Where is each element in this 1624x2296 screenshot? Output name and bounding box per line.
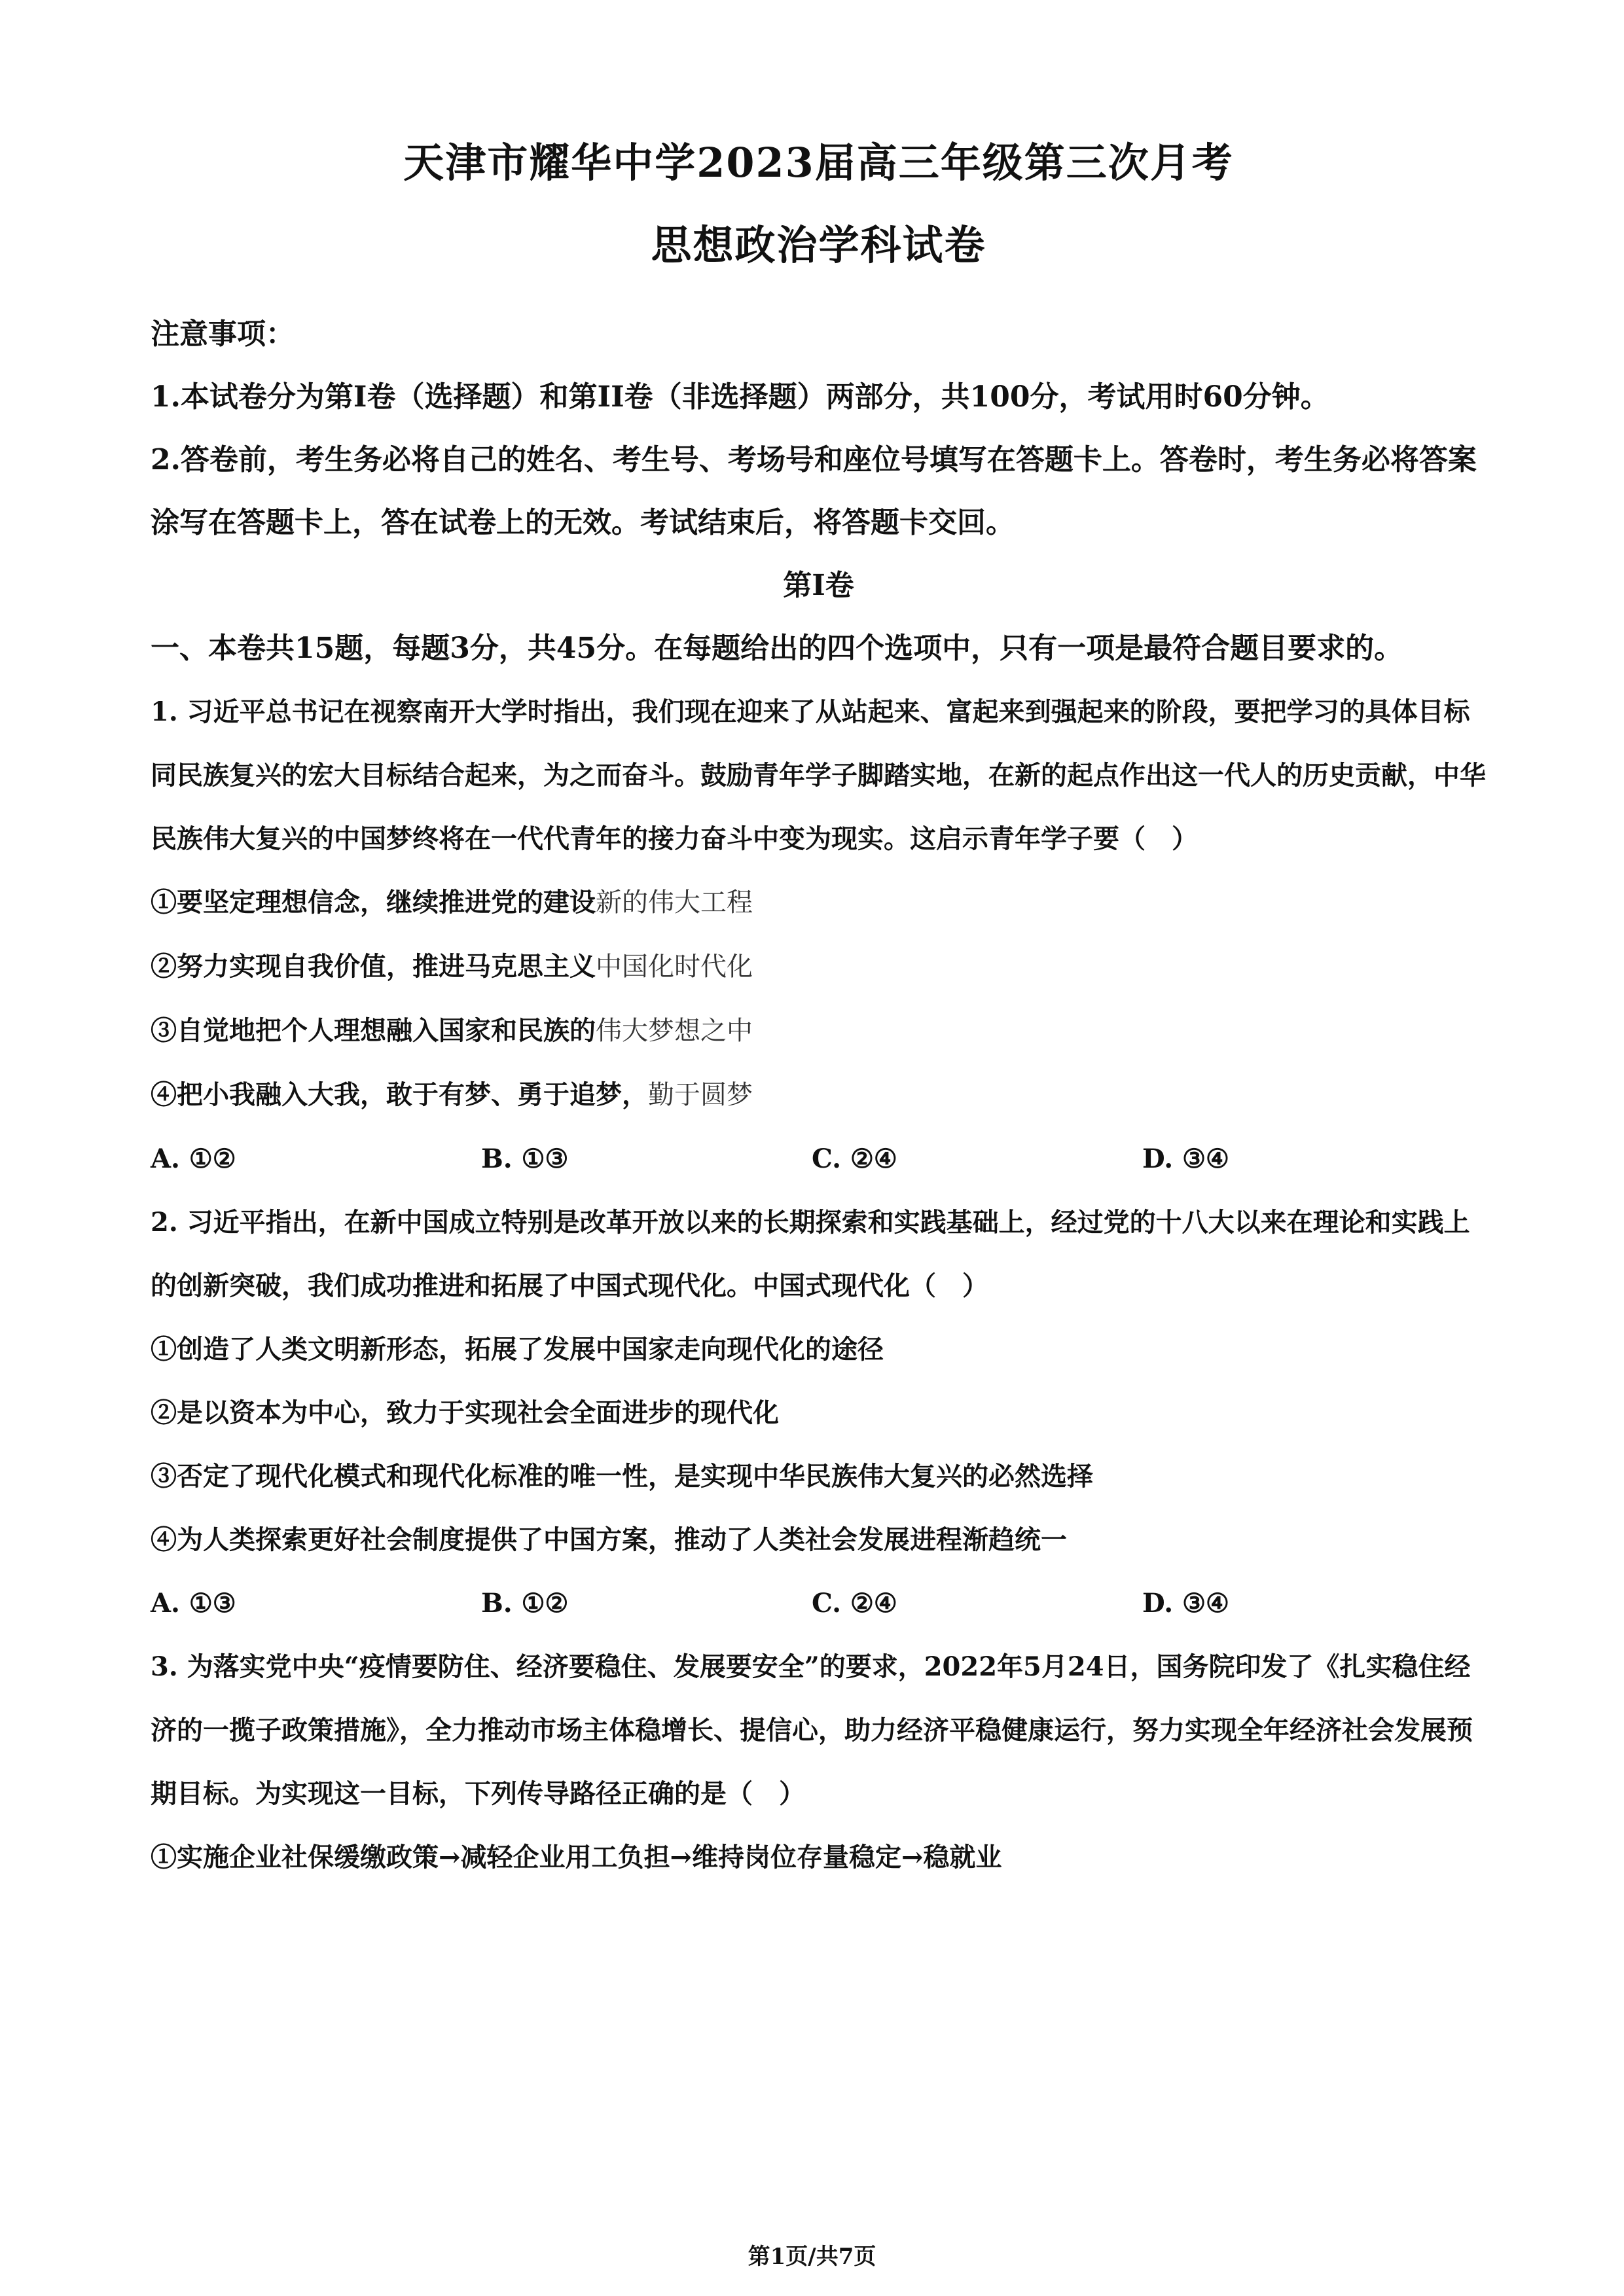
question-option — [151, 935, 1487, 999]
choice-c: C. ②④ — [812, 1588, 897, 1619]
choice-b: B. ①③ — [481, 1143, 569, 1174]
option-text-faded: 伟大梦想之中 — [596, 1016, 753, 1046]
option-text: ②努力实现自我价值，推进马克思主义 — [151, 951, 596, 982]
choice-c: C. ②④ — [812, 1143, 897, 1174]
exam-title: 天津市耀华中学2023届高三年级第三次月考 — [403, 139, 1234, 187]
notice-item: 2.答卷前，考生务必将自己的姓名、考生号、考场号和座位号填写在答题卡上。答卷时，考生务必将答案涂写在答题卡上，答在试卷上的无效。考试结束后，将答题卡交回。 — [151, 443, 1477, 539]
option-text-faded: 中国化时代化 — [596, 952, 753, 982]
option-text-faded: 勤于圆梦 — [648, 1080, 753, 1110]
question-option: ③否定了现代化模式和现代化标准的唯一性，是实现中华民族伟大复兴的必然选择 — [151, 1461, 1093, 1492]
section-intro-text: 一、本卷共15题，每题3分，共45分。在每题给出的四个选项中，只有一项是最符合题目要求的。 — [151, 632, 1403, 665]
option-text: ④把小我融入大我，敢于有梦、勇于追梦， — [151, 1079, 648, 1110]
notice-section — [151, 303, 1487, 554]
question-option: ④为人类探索更好社会制度提供了中国方案，推动了人类社会发展进程渐趋统一 — [151, 1524, 1067, 1555]
question-option — [151, 870, 1487, 935]
question-option — [151, 999, 1487, 1063]
question-option: ①实施企业社保缓缴政策→减轻企业用工负担→维持岗位存量稳定→稳就业 — [151, 1842, 1002, 1873]
exam-subtitle: 思想政治学科试卷 — [651, 221, 986, 269]
volume-label: 第Ⅰ卷 — [783, 569, 854, 602]
question-stem: 2. 习近平指出，在新中国成立特别是改革开放以来的长期探索和实践基础上，经过党的十八大以来在理论和实践上的创新突破，我们成功推进和拓展了中国式现代化。中国式现代化（ ） — [151, 1207, 1470, 1301]
question-stem: 3. 为落实党中央“疫情要防住、经济要稳住、发展要安全”的要求，2022年5月24日，国务院印发了《扎实稳住经济的一揽子政策措施》，全力推动市场主体稳增长、提信心，助力经济平稳健康运行，努力实现全年经济社会发展预期目标。为实现这一目标，下列传导路径正确的是（ ） — [151, 1651, 1473, 1809]
question-2 — [151, 1191, 1487, 1635]
question-1 — [151, 680, 1487, 1191]
option-text-faded: 新的伟大工程 — [596, 888, 753, 918]
option-text: ①要坚定理想信念，继续推进党的建设 — [151, 887, 596, 918]
page-footer: 第1页/共7页 — [748, 2244, 876, 2270]
question-option — [151, 1063, 1487, 1127]
choice-d: D. ③④ — [1142, 1588, 1229, 1619]
answer-choices — [151, 1127, 1487, 1191]
question-option: ①创造了人类文明新形态，拓展了发展中国家走向现代化的途径 — [151, 1334, 884, 1365]
question-stem: 1. 习近平总书记在视察南开大学时指出，我们现在迎来了从站起来、富起来到强起来的阶段，要把学习的具体目标同民族复兴的宏大目标结合起来，为之而奋斗。鼓励青年学子脚踏实地，在新的起点作出这一代人的历史贡献，中华民族伟大复兴的中国梦终将在一代代青年的接力奋斗中变为现实。这启示青年学子要（ ） — [151, 696, 1486, 854]
answer-choices — [151, 1571, 1487, 1635]
notice-heading: 注意事项： — [151, 317, 295, 351]
section-intro — [151, 617, 1487, 680]
option-text: ③自觉地把个人理想融入国家和民族的 — [151, 1015, 596, 1046]
choice-b: B. ①② — [481, 1588, 569, 1619]
question-option: ②是以资本为中心，致力于实现社会全面进步的现代化 — [151, 1397, 779, 1428]
notice-item: 1.本试卷分为第Ⅰ卷（选择题）和第II卷（非选择题）两部分，共100分，考试用时60分钟。 — [151, 380, 1329, 414]
choice-a: A. ①③ — [151, 1588, 236, 1619]
choice-a: A. ①② — [151, 1143, 236, 1174]
choice-d: D. ③④ — [1142, 1143, 1229, 1174]
question-3 — [151, 1635, 1487, 1889]
